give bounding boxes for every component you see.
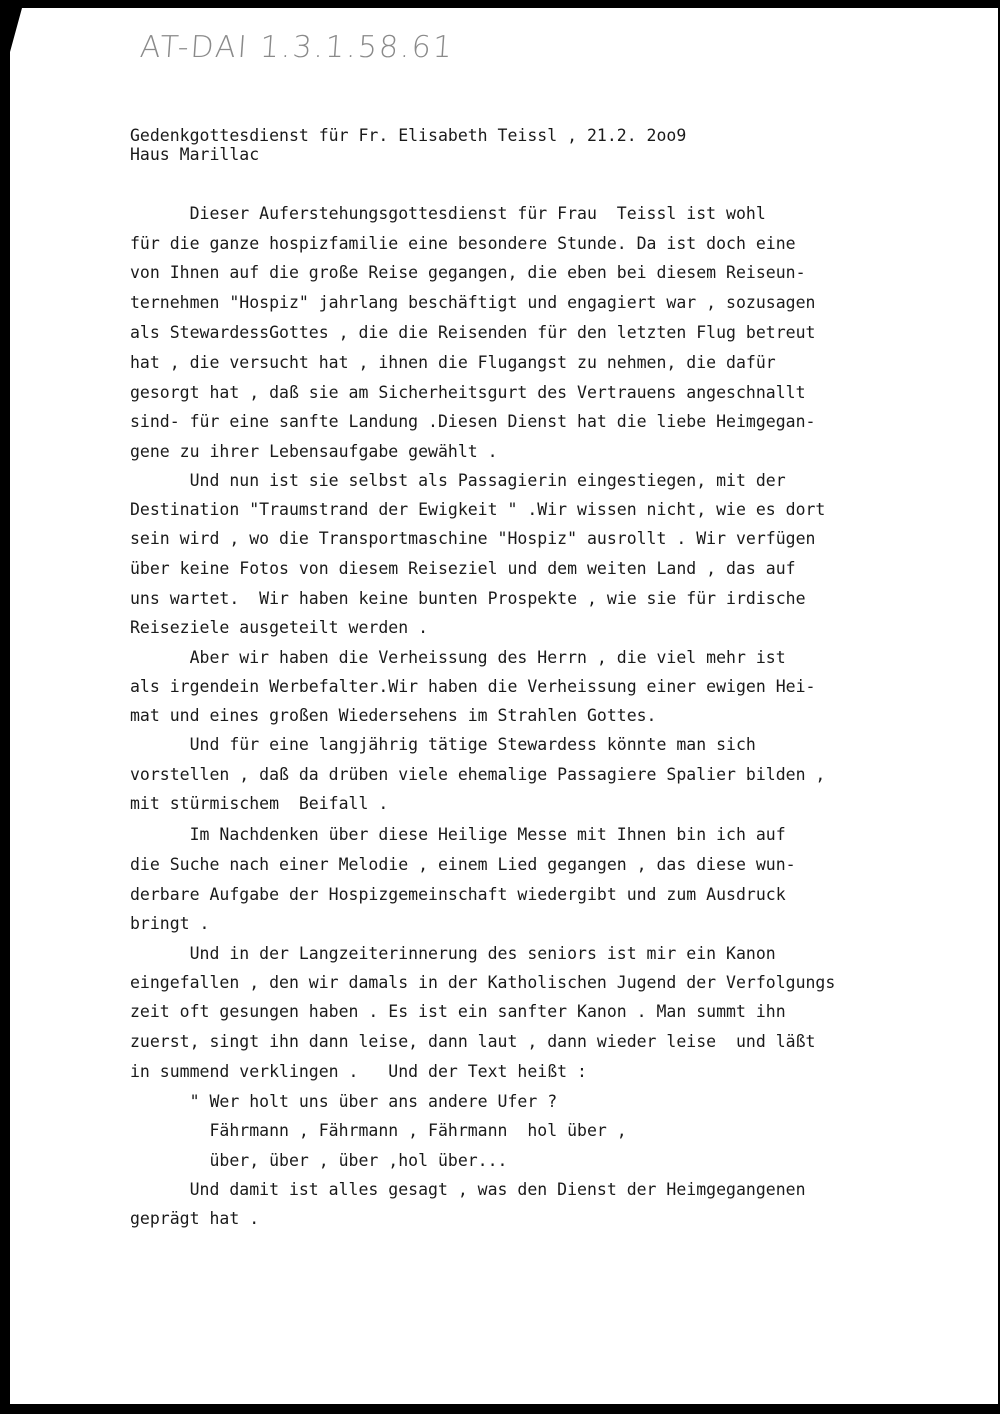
body-line: Und nun ist sie selbst als Passagierin eingestiegen, mit der [130, 471, 786, 490]
header-line: Haus Marillac [130, 145, 260, 164]
body-line: Destination "Traumstrand der Ewigkeit " .Wir wissen nicht, wie es dort [130, 500, 826, 519]
body-line: Und in der Langzeiterinnerung des seniors ist mir ein Kanon [130, 944, 776, 963]
body-line: gesorgt hat , daß sie am Sicherheitsgurt des Vertrauens angeschnallt [130, 383, 806, 402]
body-line: hat , die versucht hat , ihnen die Flugangst zu nehmen, die dafür [130, 353, 776, 372]
body-line: Reiseziele ausgeteilt werden . [130, 618, 429, 637]
body-line: als StewardessGottes , die die Reisenden für den letzten Flug betreut [130, 323, 816, 342]
body-line: Dieser Auferstehungsgottesdienst für Frau Teissl ist wohl [130, 204, 766, 223]
archive-stamp: AT-DAI 1.3.1.58.61 [138, 30, 456, 65]
body-line: sind- für eine sanfte Landung .Diesen Dienst hat die liebe Heimgegan- [130, 412, 816, 431]
body-line: zuerst, singt ihn dann leise, dann laut , dann wieder leise und läßt [130, 1032, 816, 1051]
body-line: Und damit ist alles gesagt , was den Dienst der Heimgegangenen [130, 1180, 806, 1199]
body-line: derbare Aufgabe der Hospizgemeinschaft wiedergibt und zum Ausdruck [130, 885, 786, 904]
body-line: " Wer holt uns über ans andere Ufer ? [130, 1092, 558, 1111]
body-line: bringt . [130, 914, 210, 933]
body-line: in summend verklingen . Und der Text heißt : [130, 1062, 587, 1081]
body-line: vorstellen , daß da drüben viele ehemalige Passagiere Spalier bilden , [130, 765, 826, 784]
body-line: eingefallen , den wir damals in der Katholischen Jugend der Verfolgungs [130, 973, 836, 992]
body-line: zeit oft gesungen haben . Es ist ein sanfter Kanon . Man summt ihn [130, 1002, 786, 1021]
body-line: geprägt hat . [130, 1209, 260, 1228]
body-line: sein wird , wo die Transportmaschine "Hospiz" ausrollt . Wir verfügen [130, 529, 816, 548]
body-line: von Ihnen auf die große Reise gegangen, die eben bei diesem Reiseun- [130, 263, 806, 282]
body-line: über, über , über ,hol über... [130, 1151, 508, 1170]
body-line: Im Nachdenken über diese Heilige Messe mit Ihnen bin ich auf [130, 825, 786, 844]
body-line: Aber wir haben die Verheissung des Herrn , die viel mehr ist [130, 648, 786, 667]
body-line: mit stürmischem Beifall . [130, 794, 389, 813]
body-line: die Suche nach einer Melodie , einem Lied gegangen , das diese wun- [130, 855, 796, 874]
body-line: gene zu ihrer Lebensaufgabe gewählt . [130, 442, 498, 461]
header-line: Gedenkgottesdienst für Fr. Elisabeth Teissl , 21.2. 2oo9 [130, 126, 687, 145]
body-line: als irgendein Werbefalter.Wir haben die Verheissung einer ewigen Hei- [130, 677, 816, 696]
body-line: über keine Fotos von diesem Reiseziel und dem weiten Land , das auf [130, 559, 796, 578]
body-line: Fährmann , Fährmann , Fährmann hol über , [130, 1121, 627, 1140]
body-line: ternehmen "Hospiz" jahrlang beschäftigt und engagiert war , sozusagen [130, 293, 816, 312]
body-line: uns wartet. Wir haben keine bunten Prospekte , wie sie für irdische [130, 589, 806, 608]
body-line: Und für eine langjährig tätige Stewardess könnte man sich [130, 735, 756, 754]
body-line: mat und eines großen Wiedersehens im Strahlen Gottes. [130, 706, 657, 725]
body-line: für die ganze hospizfamilie eine besondere Stunde. Da ist doch eine [130, 234, 796, 253]
